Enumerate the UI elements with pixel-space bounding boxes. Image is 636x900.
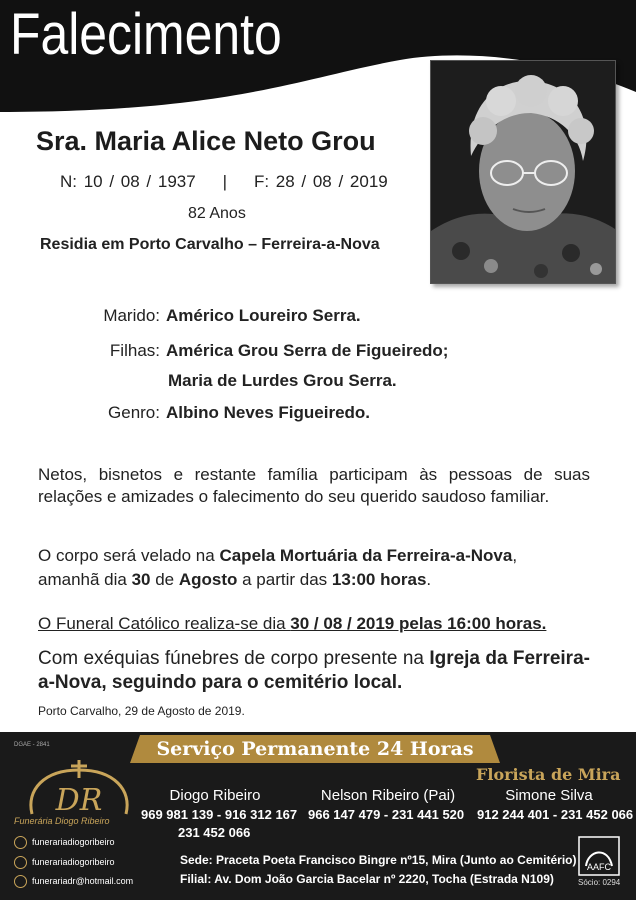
facebook-icon <box>14 836 27 849</box>
exequias-notice <box>38 647 590 695</box>
instagram-handle[interactable]: funerariadiogoribeiro <box>32 857 115 867</box>
wake-text-1: O corpo será velado na <box>38 546 220 565</box>
age: 82 Anos <box>188 205 246 222</box>
address-filial: Filial: Av. Dom João Garcia Bacelar nº 2220, Tocha (Estrada N109) <box>180 872 554 886</box>
association-logo-text: AAFC <box>586 862 612 872</box>
wake-text-5: a partir das <box>237 570 332 589</box>
funeral-notice <box>38 614 546 634</box>
contact-2-name: Nelson Ribeiro (Pai) <box>320 787 456 804</box>
wake-notice <box>38 545 590 591</box>
florista-name: Florista de Mira <box>476 765 621 784</box>
contact-3-name: Simone Silva <box>505 787 593 804</box>
contact-3-phone: 912 244 401 - 231 452 066 <box>477 807 634 822</box>
wake-month: Agosto <box>178 570 238 589</box>
death-date: F: 28 / 08 / 2019 <box>253 172 388 191</box>
date-separator: | <box>222 172 228 191</box>
birth-date: N: 10 / 08 / 1937 <box>60 172 196 191</box>
son-in-law-name: Albino Neves Figueiredo. <box>166 403 371 422</box>
facebook-handle[interactable]: funerariadiogoribeiro <box>32 837 115 847</box>
husband-name: Américo Loureiro Serra. <box>166 306 361 325</box>
logo-letters: DR <box>55 783 103 818</box>
wake-day: 30 <box>131 570 151 589</box>
residence: Residia em Porto Carvalho – Ferreira-a-Nova <box>40 236 380 253</box>
instagram-icon <box>14 856 27 869</box>
deceased-photo <box>430 60 616 284</box>
deceased-name: Sra. Maria Alice Neto Grou <box>36 126 376 156</box>
wake-time: 13:00 horas <box>331 570 427 589</box>
member-number: Sócio: 0294 <box>578 878 621 887</box>
service-banner-text: Serviço Permanente 24 Horas <box>156 738 474 760</box>
email-icon <box>14 875 27 888</box>
wake-text-3: amanhã dia <box>38 570 132 589</box>
wake-text-2: , <box>512 546 518 565</box>
daughter-1-name: América Grou Serra de Figueiredo; <box>166 341 449 360</box>
dgae-code: DGAE - 2841 <box>14 742 50 748</box>
husband-label: Marido: <box>103 306 160 325</box>
contact-2-phone: 966 147 479 - 231 441 520 <box>308 807 465 822</box>
contact-1-phone: 969 981 139 - 916 312 167 <box>141 807 298 822</box>
daughter-2-name: Maria de Lurdes Grou Serra. <box>168 371 397 390</box>
exequias-text: Com exéquias fúnebres de corpo presente na <box>38 648 430 669</box>
address-sede: Sede: Praceta Poeta Francisco Bingre nº15, Mira (Junto ao Cemitério) <box>180 853 577 867</box>
association-logo-icon <box>578 836 620 876</box>
daughters-label: Filhas: <box>109 341 160 360</box>
page-title: Falecimento <box>10 2 282 67</box>
logo-name: Funerária Diogo Ribeiro <box>14 816 110 826</box>
exequias-place: Igreja da Ferreira-a-Nova, seguindo para o cemitério local. <box>38 648 590 693</box>
contact-1-name: Diogo Ribeiro <box>169 787 261 804</box>
funeral-datetime: 30 / 08 / 2019 pelas 16:00 horas. <box>290 614 547 633</box>
wake-text-6: . <box>426 570 432 589</box>
family-notice: Netos, bisnetos e restante família participam às pessoas de suas relações e amizades o falecimento do seu querido saudoso familiar. <box>38 465 590 506</box>
contact-1-phone-2: 231 452 066 <box>178 825 251 840</box>
son-in-law-label: Genro: <box>108 403 160 422</box>
dateline: Porto Carvalho, 29 de Agosto de 2019. <box>38 704 245 718</box>
email-address[interactable]: funerariadr@hotmail.com <box>32 876 134 886</box>
dr-logo-icon <box>24 760 134 818</box>
funeral-text: O Funeral Católico realiza-se dia <box>38 614 291 633</box>
portrait-image <box>431 61 615 283</box>
wake-place: Capela Mortuária da Ferreira-a-Nova <box>219 546 513 565</box>
life-dates <box>60 172 388 192</box>
wake-text-4: de <box>150 570 179 589</box>
